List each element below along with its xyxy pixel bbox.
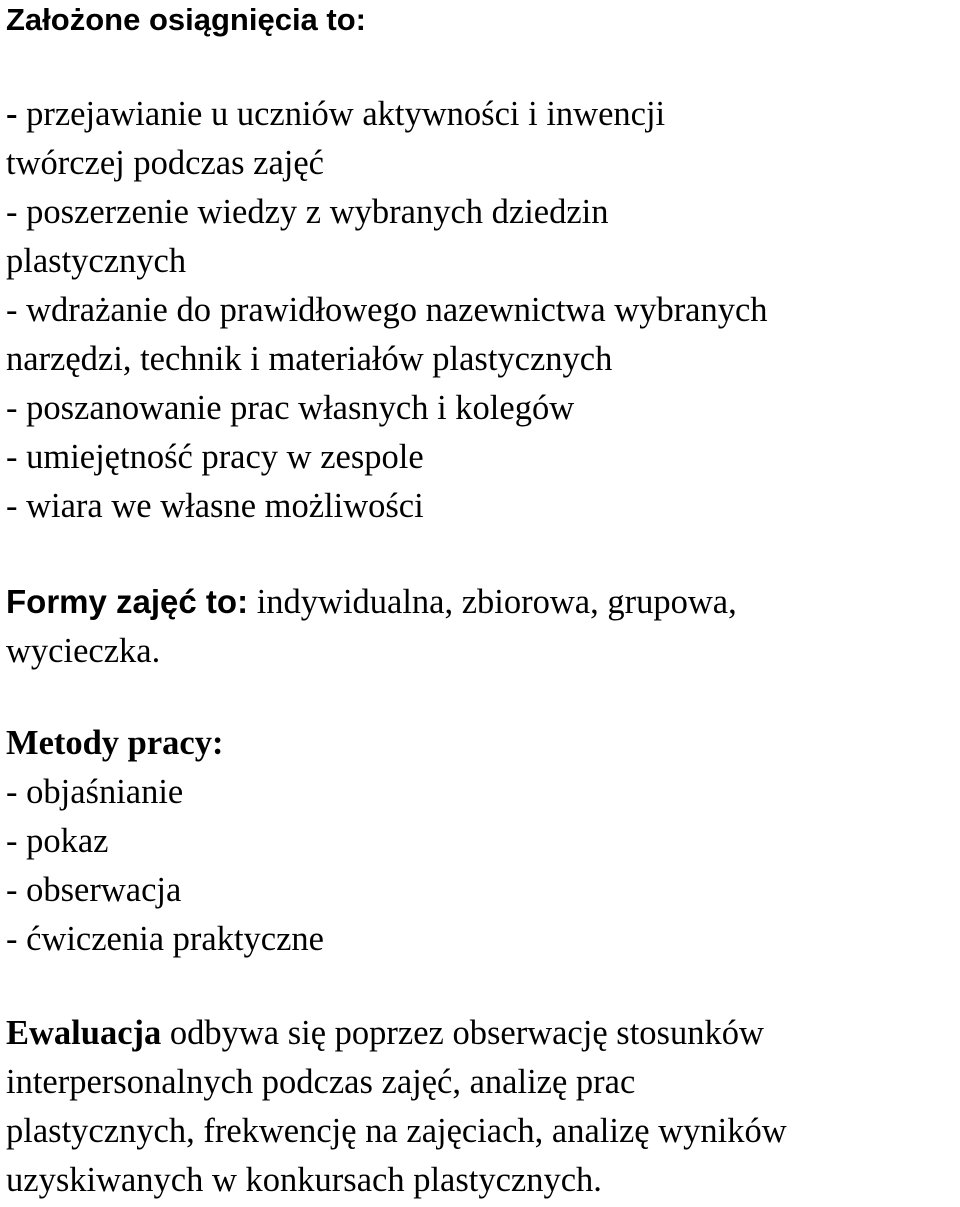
forms-line <box>6 577 737 627</box>
achievement-line: twórczej podczas zajęć <box>6 144 324 182</box>
achievement-line: - poszanowanie prac własnych i kolegów <box>6 389 575 427</box>
achievement-line: - umiejętność pracy w zespole <box>6 438 424 476</box>
method-item: - objaśnianie <box>6 773 184 811</box>
achievement-line: narzędzi, technik i materiałów plastycznych <box>6 340 613 378</box>
achievement-line: - wiara we własne możliwości <box>6 487 424 525</box>
achievement-line <box>6 90 768 139</box>
forms-section <box>6 577 737 676</box>
achievement-line: - wdrażanie do prawidłowego nazewnictwa wybranych <box>6 291 768 329</box>
evaluation-line: uzyskiwanych w konkursach plastycznych. <box>6 1161 602 1199</box>
achievement-line: plastycznych <box>6 242 187 280</box>
method-item: - ćwiczenia praktyczne <box>6 920 324 958</box>
forms-text: indywidualna, zbiorowa, grupowa, <box>248 583 737 621</box>
evaluation-line <box>6 1009 787 1058</box>
evaluation-label: Ewaluacja <box>6 1014 162 1052</box>
evaluation-line: plastycznych, frekwencję na zajęciach, analizę wyników <box>6 1112 787 1150</box>
evaluation-section <box>6 1009 787 1205</box>
methods-heading: Metody pracy: <box>6 724 224 762</box>
achievements-list <box>6 90 768 531</box>
forms-line-2: wycieczka. <box>6 632 161 670</box>
method-item: - pokaz <box>6 822 109 860</box>
achievement-line: - poszerzenie wiedzy z wybranych dziedzin <box>6 193 609 231</box>
evaluation-line: interpersonalnych podczas zajęć, analizę prac <box>6 1063 636 1101</box>
evaluation-text: odbywa się poprzez obserwację stosunków <box>161 1014 764 1052</box>
first-dash: - <box>6 95 18 133</box>
methods-section <box>6 719 324 964</box>
first-achievement-text: przejawianie u uczniów aktywności i inwencji <box>17 95 666 133</box>
section-title: Założone osiągnięcia to: <box>6 2 366 37</box>
method-item: - obserwacja <box>6 871 182 909</box>
forms-label: Formy zajęć to: <box>6 583 249 620</box>
